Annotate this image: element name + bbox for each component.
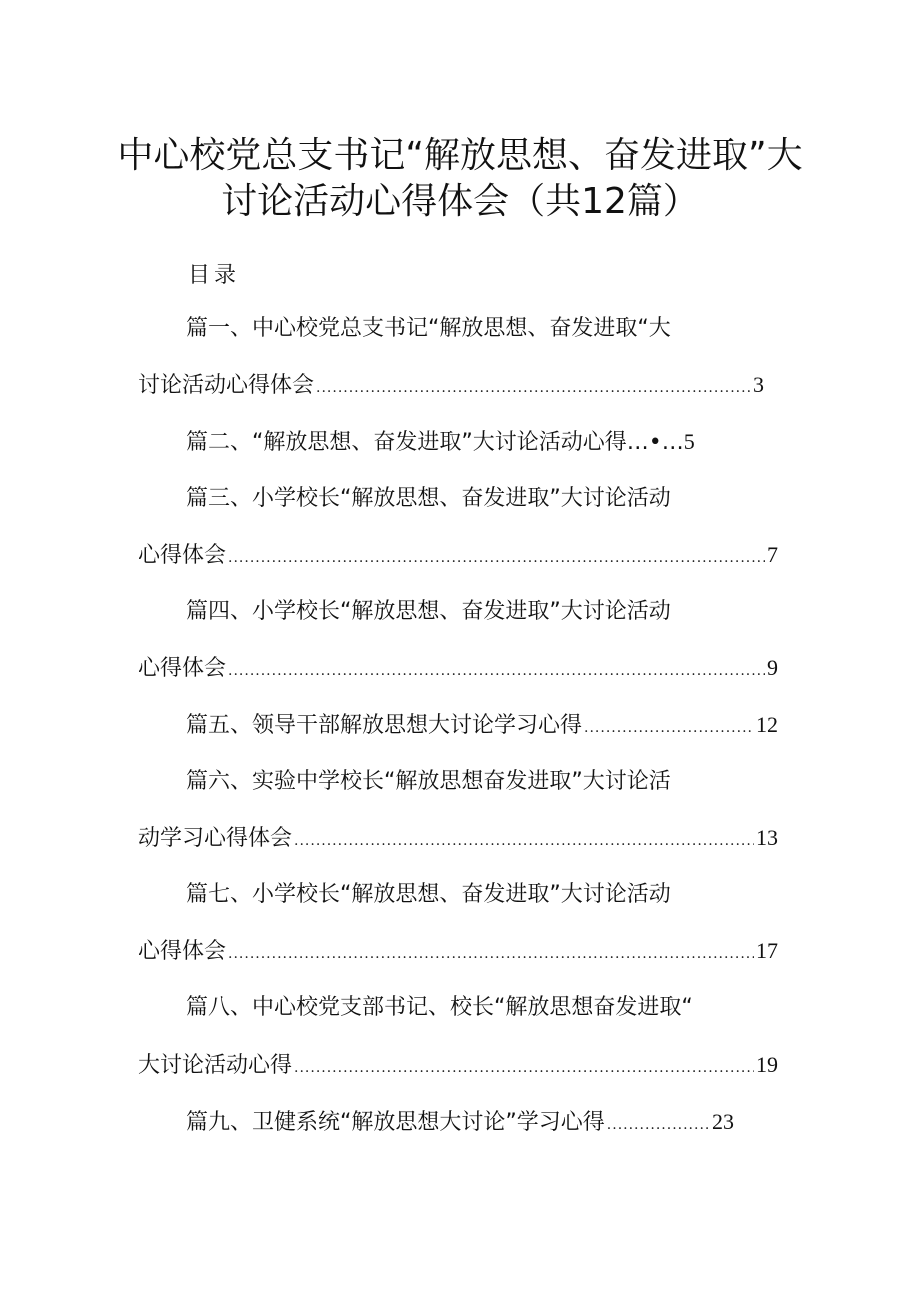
- toc-entry-9-page: 23: [712, 1109, 734, 1134]
- toc-leader-dots: [607, 1110, 710, 1140]
- toc-entry-8-row[interactable]: [138, 1050, 778, 1083]
- document-title-line-2: 讨论活动心得体会（共12篇）: [221, 181, 699, 222]
- toc-leader-dots: [294, 826, 754, 856]
- toc-entry-5-line-1: 篇五、领导干部解放思想大讨论学习心得: [186, 713, 583, 738]
- toc-entry-1-row[interactable]: [138, 370, 764, 403]
- toc-entry-8-line-1[interactable]: 篇八、中心校党支部书记、校长“解放思想奋发进取“: [186, 995, 693, 1020]
- toc-leader-dots: [228, 656, 765, 686]
- toc-leader-dots: [228, 939, 754, 969]
- toc-entry-8-line-2: 大讨论活动心得: [138, 1053, 293, 1078]
- toc-leader-dots: [584, 713, 754, 743]
- toc-entry-6-row[interactable]: [138, 823, 778, 856]
- toc-entry-3-line-2: 心得体会: [138, 543, 227, 568]
- toc-entry-7-page: 17: [756, 938, 778, 963]
- document-title-line-1: 中心校党总支书记“解放思想、奋发进取”大: [117, 135, 803, 176]
- toc-entry-1-line-2: 讨论活动心得体会: [138, 373, 315, 398]
- toc-entry-3-page: 7: [767, 542, 778, 567]
- toc-entry-4-page: 9: [767, 655, 778, 680]
- toc-heading: 目录: [188, 263, 241, 288]
- toc-entry-1-line-1[interactable]: 篇一、中心校党总支书记“解放思想、奋发进取“大: [186, 316, 671, 341]
- toc-entry-8-page: 19: [756, 1052, 778, 1077]
- toc-entry-5-page: 12: [756, 712, 778, 737]
- toc-entry-3-row[interactable]: [138, 540, 778, 573]
- toc-entry-2-row[interactable]: [186, 427, 695, 458]
- toc-entry-6-page: 13: [756, 825, 778, 850]
- toc-entry-5-row[interactable]: [186, 710, 778, 743]
- toc-entry-4-line-2: 心得体会: [138, 656, 227, 681]
- toc-entry-1-page: 3: [753, 372, 764, 397]
- toc-entry-6-line-2: 动学习心得体会: [138, 826, 293, 851]
- toc-entry-3-line-1[interactable]: 篇三、小学校长“解放思想、奋发进取”大讨论活动: [186, 486, 671, 511]
- toc-entry-4-line-1[interactable]: 篇四、小学校长“解放思想、奋发进取”大讨论活动: [186, 599, 671, 624]
- toc-entry-7-line-2: 心得体会: [138, 939, 227, 964]
- toc-leader-dots: [294, 1053, 754, 1083]
- toc-entry-2-line-1: 篇二、“解放思想、奋发进取”大讨论活动心得…•…: [186, 430, 684, 455]
- toc-entry-9-line-1: 篇九、卫健系统“解放思想大讨论”学习心得: [186, 1110, 605, 1135]
- toc-entry-6-line-1[interactable]: 篇六、实验中学校长“解放思想奋发进取”大讨论活: [186, 769, 671, 794]
- toc-entry-9-row[interactable]: [186, 1107, 734, 1140]
- toc-entry-4-row[interactable]: [138, 653, 778, 686]
- toc-leader-dots: [316, 373, 751, 403]
- toc-leader-dots: [228, 543, 765, 573]
- toc-entry-2-page: 5: [683, 429, 695, 454]
- toc-entry-7-line-1[interactable]: 篇七、小学校长“解放思想、奋发进取”大讨论活动: [186, 882, 671, 907]
- toc-entry-7-row[interactable]: [138, 936, 778, 969]
